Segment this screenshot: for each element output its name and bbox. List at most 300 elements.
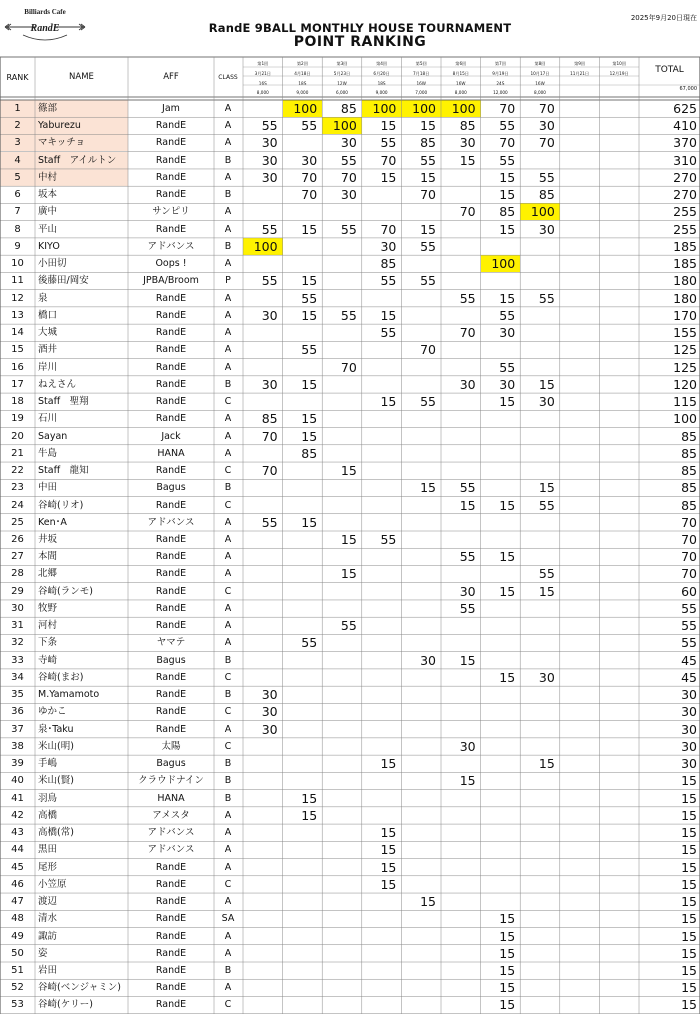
round-4-entries: 18S — [377, 80, 386, 86]
player-name: 寺崎 — [38, 654, 58, 666]
rank-cell: 2 — [0, 117, 35, 134]
points-round-2 — [283, 393, 323, 410]
points-round-9 — [560, 945, 600, 962]
points-round-3 — [322, 876, 362, 893]
points-round-8 — [520, 893, 560, 910]
points-round-1: 70 — [261, 428, 278, 444]
points-round-3 — [322, 979, 362, 996]
rank-cell: 20 — [11, 430, 24, 442]
class-cell: A — [224, 103, 232, 114]
rank-cell: 18 — [11, 396, 24, 408]
points-round-7: 70 — [499, 135, 516, 151]
points-round-6 — [441, 238, 481, 255]
points-round-8 — [520, 996, 560, 1013]
points-round-7: 15 — [499, 928, 516, 944]
name-header: NAME — [69, 72, 94, 82]
points-round-1 — [243, 548, 283, 565]
points-round-9 — [560, 634, 600, 651]
points-round-10 — [599, 652, 639, 669]
points-round-2 — [283, 703, 323, 720]
points-round-7: 15 — [499, 945, 516, 961]
points-round-1 — [243, 652, 283, 669]
points-round-3 — [322, 824, 362, 841]
points-round-2 — [283, 652, 323, 669]
player-name: 岸川 — [38, 361, 58, 373]
round-3-date: 5月23日 — [333, 71, 351, 76]
rank-cell: 9 — [14, 240, 21, 252]
points-round-8: 70 — [538, 101, 555, 116]
points-round-7: 55 — [499, 359, 516, 375]
points-round-1 — [243, 928, 283, 945]
class-cell: A — [224, 430, 232, 442]
player-name: 下条 — [38, 637, 58, 649]
points-round-10 — [599, 117, 639, 134]
points-round-10 — [599, 100, 639, 117]
points-round-4 — [362, 359, 402, 376]
rank-cell: 13 — [11, 309, 24, 321]
points-round-4: 15 — [380, 118, 397, 134]
as-of-date: 2025年9月20日現在 — [630, 14, 697, 22]
class-cell: P — [225, 275, 231, 287]
points-round-5 — [401, 669, 441, 686]
player-name: 谷崎(リオ) — [38, 499, 84, 511]
points-round-8: 30 — [538, 118, 555, 134]
affiliation: RandE — [155, 671, 187, 683]
points-round-3: 15 — [340, 566, 357, 582]
points-round-7: 30 — [499, 325, 516, 341]
points-round-10 — [599, 669, 639, 686]
class-cell: A — [224, 344, 232, 356]
points-round-8 — [520, 686, 560, 703]
round-9-date: 11月21日 — [570, 71, 590, 76]
points-round-2 — [283, 359, 323, 376]
points-round-4 — [362, 634, 402, 651]
class-cell: A — [224, 327, 232, 339]
rank-cell: 42 — [11, 809, 24, 821]
round-6-entries: 16W — [456, 80, 466, 86]
points-round-6 — [441, 703, 481, 720]
total-points: 70 — [681, 549, 697, 565]
points-round-4 — [362, 514, 402, 531]
affiliation: Bagus — [156, 482, 186, 494]
affiliation: RandE — [155, 154, 187, 166]
points-round-3 — [322, 272, 362, 289]
points-round-9 — [560, 100, 600, 117]
points-round-1 — [243, 255, 283, 272]
points-round-5 — [401, 203, 441, 220]
class-cell: A — [224, 516, 232, 528]
points-round-8 — [520, 721, 560, 738]
class-cell: SA — [221, 913, 235, 925]
points-round-5 — [401, 307, 441, 324]
points-round-4 — [362, 600, 402, 617]
points-round-3: 55 — [340, 152, 357, 168]
points-round-4 — [362, 945, 402, 962]
points-round-7: 15 — [499, 497, 516, 513]
points-round-5 — [401, 772, 441, 789]
affiliation: ヤマテ — [156, 637, 186, 649]
points-round-9 — [560, 479, 600, 496]
points-round-2 — [283, 548, 323, 565]
rank-cell: 27 — [11, 551, 24, 563]
points-round-4 — [362, 497, 402, 514]
points-round-3 — [322, 738, 362, 755]
rank-cell: 21 — [11, 447, 24, 459]
points-round-6 — [441, 307, 481, 324]
class-cell: A — [224, 568, 232, 580]
points-round-5 — [401, 600, 441, 617]
points-round-3 — [322, 652, 362, 669]
total-points: 55 — [681, 600, 697, 616]
points-round-6: 15 — [459, 497, 476, 513]
points-round-1 — [243, 359, 283, 376]
round-7-prize: 12,000 — [493, 89, 508, 95]
affiliation: Bagus — [156, 758, 186, 770]
player-name: 谷崎(ケリー) — [38, 999, 93, 1011]
total-points: 15 — [681, 790, 697, 806]
points-round-8 — [520, 238, 560, 255]
points-round-5 — [401, 859, 441, 876]
points-round-8 — [520, 910, 560, 927]
points-round-8: 15 — [538, 480, 555, 496]
points-round-4 — [362, 962, 402, 979]
points-round-8 — [520, 841, 560, 858]
total-points: 15 — [681, 945, 697, 961]
points-round-9 — [560, 203, 600, 220]
rank-cell: 48 — [11, 913, 24, 925]
points-round-4: 100 — [362, 100, 402, 117]
points-round-9 — [560, 359, 600, 376]
round-4-prize: 9,000 — [375, 89, 388, 95]
points-round-5 — [401, 376, 441, 393]
points-round-5: 30 — [420, 652, 436, 668]
total-points: 120 — [673, 376, 697, 392]
total-points: 15 — [681, 980, 697, 996]
points-round-10 — [599, 807, 639, 824]
total-points: 70 — [681, 532, 697, 547]
class-cell: B — [224, 378, 232, 390]
points-round-10 — [599, 393, 639, 410]
points-round-10 — [599, 859, 639, 876]
points-round-9 — [560, 996, 600, 1013]
points-round-4 — [362, 186, 402, 203]
class-header: CLASS — [218, 73, 238, 81]
points-round-2 — [283, 583, 323, 600]
points-round-1 — [243, 100, 283, 117]
points-round-8 — [520, 962, 560, 979]
total-points: 125 — [673, 359, 697, 375]
points-round-10 — [599, 462, 639, 479]
points-round-10 — [599, 272, 639, 289]
points-round-7: 15 — [499, 221, 516, 237]
points-round-6 — [441, 272, 481, 289]
points-round-2 — [283, 962, 323, 979]
affiliation: RandE — [155, 413, 187, 425]
points-round-3 — [322, 238, 362, 255]
points-round-7 — [481, 807, 521, 824]
points-round-7: 15 — [499, 169, 516, 185]
class-cell: B — [224, 482, 232, 494]
points-round-1: 30 — [261, 376, 278, 392]
total-points: 45 — [681, 669, 697, 685]
affiliation: RandE — [155, 947, 187, 959]
total-points: 45 — [681, 652, 697, 668]
affiliation: RandE — [155, 361, 187, 373]
points-round-5: 55 — [420, 273, 436, 289]
player-name: 中村 — [35, 169, 128, 186]
points-round-9 — [560, 583, 600, 600]
points-round-1 — [243, 824, 283, 841]
rank-cell: 53 — [11, 999, 24, 1011]
points-round-1 — [243, 910, 283, 927]
points-round-2: 15 — [301, 221, 318, 237]
points-round-3 — [322, 721, 362, 738]
points-round-6 — [441, 755, 481, 772]
points-round-8 — [520, 462, 560, 479]
round-8-round: 第8回 — [534, 61, 546, 66]
points-round-3 — [322, 755, 362, 772]
points-round-2: 70 — [301, 187, 318, 203]
total-points: 30 — [681, 756, 697, 772]
points-round-6 — [441, 962, 481, 979]
points-round-3 — [322, 945, 362, 962]
points-round-3 — [322, 962, 362, 979]
points-round-6 — [441, 841, 481, 858]
points-round-8 — [520, 738, 560, 755]
points-round-5 — [401, 996, 441, 1013]
points-round-5 — [401, 928, 441, 945]
points-round-9 — [560, 255, 600, 272]
points-round-7 — [481, 755, 521, 772]
points-round-2: 30 — [301, 152, 318, 168]
player-name: ゆかこ — [38, 706, 67, 718]
points-round-3 — [322, 928, 362, 945]
class-cell: B — [224, 758, 232, 770]
points-round-4: 30 — [380, 238, 397, 254]
points-round-10 — [599, 203, 639, 220]
points-round-1 — [243, 393, 283, 410]
points-round-7 — [481, 428, 521, 445]
points-round-1 — [243, 600, 283, 617]
player-name: 羽鳥 — [38, 792, 58, 804]
points-round-8: 15 — [538, 376, 555, 392]
points-round-4 — [362, 807, 402, 824]
player-name: Yaburezu — [35, 117, 128, 134]
points-round-4 — [362, 290, 402, 307]
round-2-date: 4月18日 — [294, 71, 311, 76]
points-round-9 — [560, 652, 600, 669]
points-round-1 — [243, 962, 283, 979]
rank-cell: 44 — [11, 844, 24, 856]
points-round-2: 55 — [301, 290, 318, 306]
points-round-9 — [560, 410, 600, 427]
points-round-9 — [560, 376, 600, 393]
points-round-8 — [520, 634, 560, 651]
round-1-date: 3月21日 — [254, 71, 271, 76]
points-round-8: 55 — [538, 497, 555, 513]
points-round-3: 55 — [340, 307, 357, 323]
rank-cell: 10 — [11, 258, 24, 270]
points-round-9 — [560, 497, 600, 514]
player-name: KIYO — [38, 240, 60, 252]
points-round-3 — [322, 548, 362, 565]
points-round-2 — [283, 945, 323, 962]
points-round-7 — [481, 634, 521, 651]
points-round-2: 15 — [301, 514, 318, 530]
total-points: 180 — [673, 290, 697, 306]
total-points: 15 — [681, 859, 697, 875]
rank-cell: 50 — [11, 947, 24, 959]
points-round-1: 55 — [261, 514, 278, 530]
rank-cell: 4 — [0, 152, 35, 169]
points-round-9 — [560, 393, 600, 410]
points-round-7 — [481, 859, 521, 876]
points-round-6 — [441, 721, 481, 738]
player-name: 小笠原 — [38, 878, 67, 890]
points-round-1 — [243, 324, 283, 341]
class-cell: C — [224, 499, 232, 511]
points-round-5: 15 — [420, 118, 436, 134]
class-cell: A — [224, 620, 232, 632]
round-7-round: 第7回 — [494, 61, 506, 66]
player-name: 尾形 — [38, 861, 58, 873]
class-cell: C — [224, 671, 232, 683]
points-round-5 — [401, 531, 441, 548]
points-round-5 — [401, 945, 441, 962]
rank-cell: 37 — [11, 723, 24, 735]
affiliation: RandE — [155, 534, 187, 545]
points-round-1 — [243, 583, 283, 600]
class-cell: A — [224, 930, 232, 942]
rank-cell: 29 — [11, 585, 24, 597]
points-round-1 — [243, 497, 283, 514]
points-round-1 — [243, 738, 283, 755]
points-round-6 — [441, 186, 481, 203]
points-round-6: 55 — [459, 600, 476, 616]
points-round-4 — [362, 910, 402, 927]
points-round-4 — [362, 376, 402, 393]
points-round-10 — [599, 359, 639, 376]
points-round-3 — [322, 203, 362, 220]
points-round-6: 70 — [459, 204, 476, 220]
points-round-6 — [441, 221, 481, 238]
points-round-8 — [520, 945, 560, 962]
class-cell: A — [224, 137, 232, 149]
points-round-5 — [401, 255, 441, 272]
points-round-7 — [481, 772, 521, 789]
total-points: 85 — [681, 445, 697, 461]
points-round-1: 70 — [261, 463, 278, 479]
points-round-7: 15 — [499, 187, 516, 203]
points-round-2 — [283, 996, 323, 1013]
points-round-1: 85 — [261, 411, 278, 427]
points-round-4 — [362, 669, 402, 686]
points-round-9 — [560, 445, 600, 462]
points-round-7 — [481, 738, 521, 755]
rank-cell: 43 — [11, 827, 24, 839]
rank-cell: 16 — [11, 361, 24, 373]
points-round-10 — [599, 290, 639, 307]
rank-header: RANK — [6, 72, 29, 82]
points-round-1 — [243, 755, 283, 772]
points-round-2 — [283, 669, 323, 686]
affiliation: RandE — [155, 982, 187, 994]
round-6-round: 第6回 — [455, 61, 467, 66]
points-round-6: 55 — [459, 290, 476, 306]
points-round-10 — [599, 324, 639, 341]
rank-cell: 8 — [14, 223, 21, 235]
points-round-9 — [560, 790, 600, 807]
points-round-2 — [283, 324, 323, 341]
points-round-3 — [322, 910, 362, 927]
points-round-3 — [322, 996, 362, 1013]
rank-cell: 39 — [11, 758, 24, 770]
points-round-1 — [243, 290, 283, 307]
points-round-5 — [401, 445, 441, 462]
points-round-2 — [283, 462, 323, 479]
player-name: 廣中 — [38, 206, 58, 218]
points-round-3 — [322, 290, 362, 307]
points-round-2: 15 — [301, 411, 318, 427]
points-round-3: 55 — [340, 221, 357, 237]
points-round-9 — [560, 186, 600, 203]
points-round-6 — [441, 945, 481, 962]
points-round-10 — [599, 962, 639, 979]
affiliation: アドバンス — [147, 240, 195, 252]
class-cell: A — [224, 982, 232, 994]
points-round-2: 15 — [301, 273, 318, 289]
points-round-4: 55 — [380, 532, 397, 547]
points-round-1 — [243, 772, 283, 789]
points-round-7: 15 — [499, 911, 516, 927]
points-round-5: 55 — [420, 238, 436, 254]
points-round-4 — [362, 583, 402, 600]
points-round-5 — [401, 410, 441, 427]
player-name: 米山(明) — [38, 740, 74, 752]
affiliation: RandE — [155, 878, 187, 890]
points-round-2 — [283, 238, 323, 255]
points-round-6 — [441, 255, 481, 272]
points-round-4 — [362, 203, 402, 220]
points-round-5 — [401, 462, 441, 479]
points-round-3 — [322, 583, 362, 600]
points-round-7 — [481, 686, 521, 703]
points-round-7: 15 — [499, 980, 516, 996]
points-round-9 — [560, 324, 600, 341]
class-cell: C — [224, 706, 232, 718]
class-cell: C — [224, 396, 232, 408]
points-round-5: 70 — [420, 187, 436, 203]
points-round-2 — [283, 600, 323, 617]
points-round-10 — [599, 755, 639, 772]
points-round-10 — [599, 910, 639, 927]
affiliation: アドバンス — [147, 827, 195, 839]
points-round-5: 15 — [420, 169, 436, 185]
points-round-5 — [401, 876, 441, 893]
points-round-10 — [599, 876, 639, 893]
points-round-7: 15 — [499, 963, 516, 978]
points-round-6 — [441, 462, 481, 479]
affiliation: Jack — [161, 430, 181, 442]
points-round-9 — [560, 514, 600, 531]
rank-cell: 36 — [11, 706, 24, 718]
points-round-8: 85 — [538, 187, 555, 203]
points-round-2 — [283, 479, 323, 496]
points-round-5: 15 — [420, 894, 436, 910]
points-round-1 — [243, 445, 283, 462]
points-round-1 — [243, 341, 283, 358]
points-round-6: 55 — [459, 480, 476, 496]
